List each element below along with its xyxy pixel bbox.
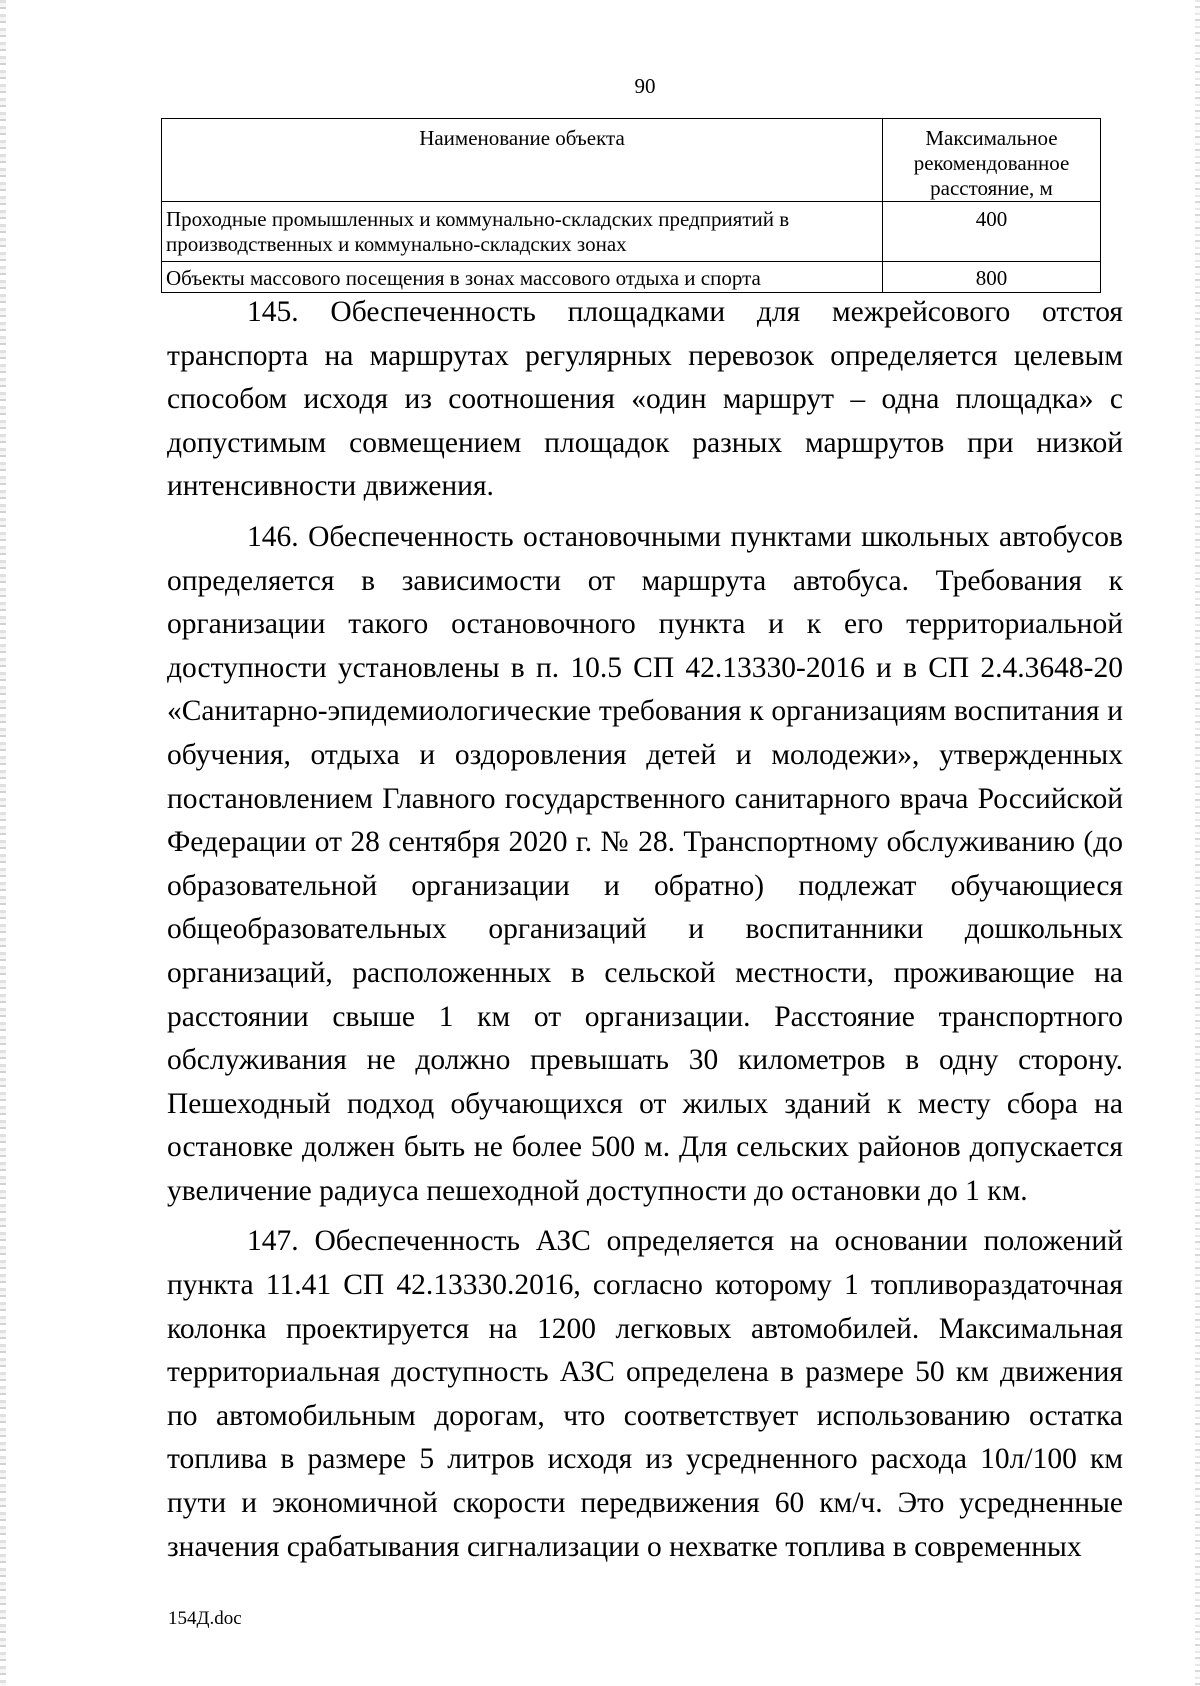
table-row bbox=[162, 202, 1101, 262]
page-number: 90 bbox=[634, 74, 656, 98]
scan-edge-left bbox=[0, 0, 6, 1686]
table-header-row bbox=[162, 119, 1101, 202]
header-object-name: Наименование объекта bbox=[162, 119, 883, 202]
table-cell-name: Проходные промышленных и коммунально-складских предприятий в производственных и коммунально-складских зонах bbox=[162, 202, 883, 262]
paragraph-145: 145. Обеспеченность площадками для межрейсового отстоя транспорта на маршрутах регулярных перевозок определяется целевым способом исходя из соотношения «один маршрут – одна площадка» с допустимым совмещением площадок разных маршрутов при низкой интенсивности движения. bbox=[167, 296, 1123, 503]
document-body bbox=[167, 291, 1123, 1576]
paragraph-147: 147. Обеспеченность АЗС определяется на основании положений пункта 11.41 СП 42.13330.2016, согласно которому 1 топливораздаточная колонка проектируется на 1200 легковых автомобилей. Максимальная территориальная доступность АЗС определена в размере 50 км движения по автомобильным дорогам, что соответствует использованию остатка топлива в размере 5 литров исходя из усредненного расхода 10л/100 км пути и экономичной скорости передвижения 60 км/ч. Это усредненные значения срабатывания сигнализации о нехватке топлива в современных bbox=[167, 1225, 1123, 1563]
table-row bbox=[162, 262, 1101, 293]
table-cell-distance: 800 bbox=[883, 262, 1101, 293]
header-max-distance: Максимальное рекомендованное расстояние, м bbox=[883, 119, 1101, 202]
table-cell-distance: 400 bbox=[883, 202, 1101, 262]
scan-edge-right bbox=[1195, 0, 1200, 1686]
table-cell-name: Объекты массового посещения в зонах массового отдыха и спорта bbox=[162, 262, 883, 293]
footer-filename: 154Д.doc bbox=[168, 1608, 242, 1629]
paragraph-146: 146. Обеспеченность остановочными пунктами школьных автобусов определяется в зависимости от маршрута автобуса. Требования к организации такого остановочного пункта и к его территориальной доступности установлены в п. 10.5 СП 42.13330-2016 и в СП 2.4.3648-20 «Санитарно-эпидемиологические требования к организациям воспитания и обучения, отдыха и оздоровления детей и молодежи», утвержденных постановлением Главного государственного санитарного врача Российской Федерации от 28 сентября 2020 г. № 28. Транспортному обслуживанию (до образовательной организации и обратно) подлежат обучающиеся общеобразовательных организаций и воспитанники дошкольных организаций, расположенных в сельской местности, проживающие на расстоянии свыше 1 км от организации. Расстояние транспортного обслуживания не должно превышать 30 километров в одну сторону. Пешеходный подход обучающихся от жилых зданий к месту сбора на остановке должен быть не более 500 м. Для сельских районов допускается увеличение радиуса пешеходной доступности до остановки до 1 км. bbox=[167, 520, 1123, 1207]
distance-table bbox=[161, 118, 1101, 293]
